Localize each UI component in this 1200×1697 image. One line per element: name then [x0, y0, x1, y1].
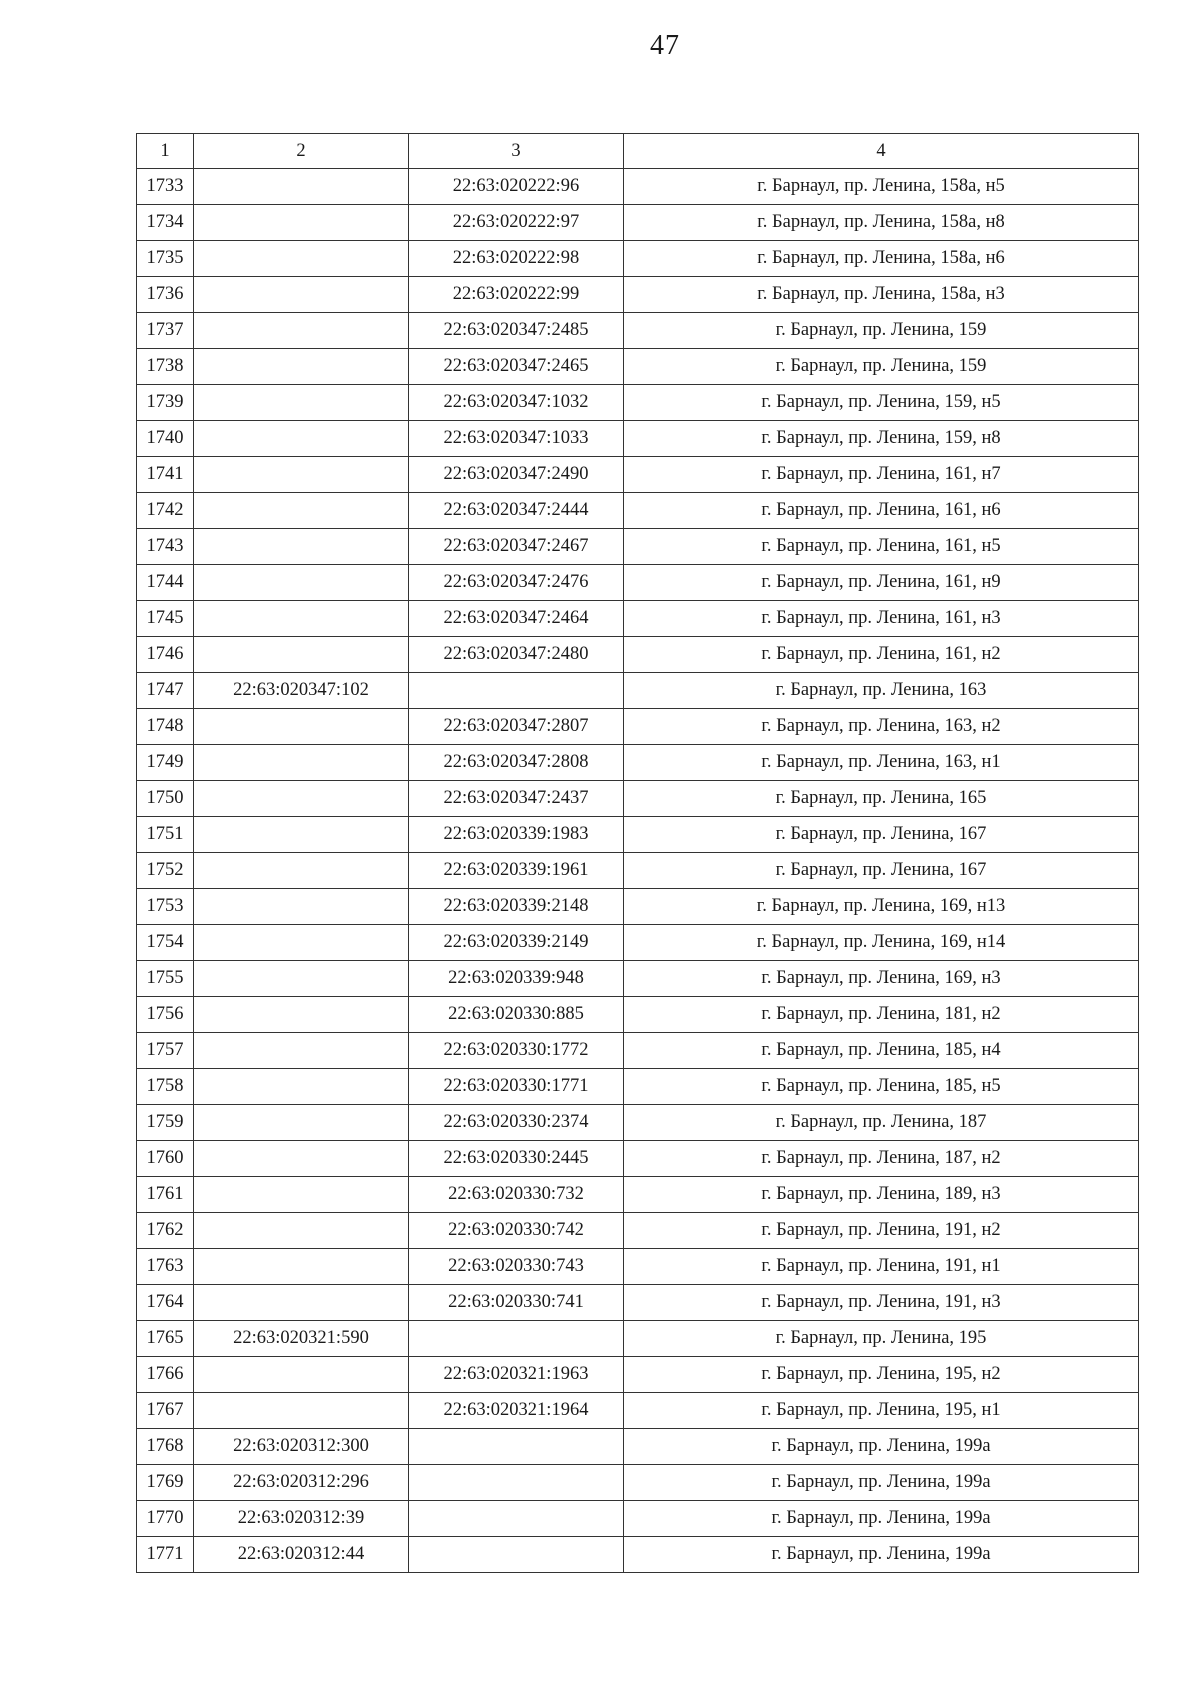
table-header-row [137, 134, 1139, 169]
table-row [137, 997, 1139, 1033]
parcel-cadastral-cell: 22:63:020312:300 [194, 1429, 409, 1465]
registry-table-body [137, 134, 1139, 1573]
parcel-cadastral-cell [194, 457, 409, 493]
address-cell: г. Барнаул, пр. Ленина, 158а, н6 [624, 241, 1139, 277]
object-cadastral-cell [409, 1501, 624, 1537]
table-row [137, 1141, 1139, 1177]
row-number-cell: 1766 [137, 1357, 194, 1393]
table-row [137, 205, 1139, 241]
object-cadastral-cell: 22:63:020347:1032 [409, 385, 624, 421]
parcel-cadastral-cell [194, 1393, 409, 1429]
address-cell: г. Барнаул, пр. Ленина, 159 [624, 313, 1139, 349]
object-cadastral-cell: 22:63:020321:1963 [409, 1357, 624, 1393]
row-number-cell: 1738 [137, 349, 194, 385]
object-cadastral-cell: 22:63:020222:96 [409, 169, 624, 205]
address-cell: г. Барнаул, пр. Ленина, 185, н4 [624, 1033, 1139, 1069]
address-cell: г. Барнаул, пр. Ленина, 195, н1 [624, 1393, 1139, 1429]
address-cell: г. Барнаул, пр. Ленина, 161, н2 [624, 637, 1139, 673]
parcel-cadastral-cell [194, 277, 409, 313]
address-cell: г. Барнаул, пр. Ленина, 167 [624, 817, 1139, 853]
object-cadastral-cell: 22:63:020347:2480 [409, 637, 624, 673]
address-cell: г. Барнаул, пр. Ленина, 191, н2 [624, 1213, 1139, 1249]
address-cell: г. Барнаул, пр. Ленина, 199а [624, 1429, 1139, 1465]
parcel-cadastral-cell [194, 1249, 409, 1285]
table-row [137, 1429, 1139, 1465]
table-row [137, 277, 1139, 313]
table-row [137, 925, 1139, 961]
row-number-cell: 1741 [137, 457, 194, 493]
row-number-cell: 1769 [137, 1465, 194, 1501]
table-row [137, 1465, 1139, 1501]
parcel-cadastral-cell [194, 781, 409, 817]
parcel-cadastral-cell: 22:63:020321:590 [194, 1321, 409, 1357]
address-cell: г. Барнаул, пр. Ленина, 161, н5 [624, 529, 1139, 565]
table-row [137, 313, 1139, 349]
row-number-cell: 1739 [137, 385, 194, 421]
object-cadastral-cell: 22:63:020347:2476 [409, 565, 624, 601]
address-cell: г. Барнаул, пр. Ленина, 169, н3 [624, 961, 1139, 997]
parcel-cadastral-cell [194, 241, 409, 277]
address-cell: г. Барнаул, пр. Ленина, 163, н1 [624, 745, 1139, 781]
address-cell: г. Барнаул, пр. Ленина, 161, н7 [624, 457, 1139, 493]
table-row [137, 421, 1139, 457]
object-cadastral-cell: 22:63:020347:1033 [409, 421, 624, 457]
object-cadastral-cell [409, 1465, 624, 1501]
registry-table [136, 133, 1139, 1573]
row-number-cell: 1764 [137, 1285, 194, 1321]
object-cadastral-cell: 22:63:020330:742 [409, 1213, 624, 1249]
address-cell: г. Барнаул, пр. Ленина, 195, н2 [624, 1357, 1139, 1393]
object-cadastral-cell: 22:63:020222:98 [409, 241, 624, 277]
object-cadastral-cell: 22:63:020339:948 [409, 961, 624, 997]
row-number-cell: 1733 [137, 169, 194, 205]
object-cadastral-cell [409, 1537, 624, 1573]
address-cell: г. Барнаул, пр. Ленина, 191, н1 [624, 1249, 1139, 1285]
address-cell: г. Барнаул, пр. Ленина, 161, н9 [624, 565, 1139, 601]
address-cell: г. Барнаул, пр. Ленина, 191, н3 [624, 1285, 1139, 1321]
table-row [137, 1393, 1139, 1429]
parcel-cadastral-cell [194, 1285, 409, 1321]
object-cadastral-cell: 22:63:020339:1961 [409, 853, 624, 889]
object-cadastral-cell: 22:63:020347:2444 [409, 493, 624, 529]
table-row [137, 817, 1139, 853]
object-cadastral-cell: 22:63:020347:2490 [409, 457, 624, 493]
object-cadastral-cell: 22:63:020347:2437 [409, 781, 624, 817]
table-row [137, 565, 1139, 601]
row-number-cell: 1757 [137, 1033, 194, 1069]
parcel-cadastral-cell: 22:63:020312:44 [194, 1537, 409, 1573]
address-cell: г. Барнаул, пр. Ленина, 199а [624, 1537, 1139, 1573]
column-header: 4 [624, 134, 1139, 169]
column-header: 1 [137, 134, 194, 169]
table-row [137, 1213, 1139, 1249]
row-number-cell: 1756 [137, 997, 194, 1033]
row-number-cell: 1767 [137, 1393, 194, 1429]
column-header: 3 [409, 134, 624, 169]
parcel-cadastral-cell [194, 889, 409, 925]
object-cadastral-cell: 22:63:020347:2467 [409, 529, 624, 565]
object-cadastral-cell: 22:63:020330:2374 [409, 1105, 624, 1141]
table-row [137, 493, 1139, 529]
parcel-cadastral-cell [194, 313, 409, 349]
table-row [137, 1501, 1139, 1537]
address-cell: г. Барнаул, пр. Ленина, 159, н5 [624, 385, 1139, 421]
parcel-cadastral-cell: 22:63:020312:39 [194, 1501, 409, 1537]
object-cadastral-cell: 22:63:020347:2464 [409, 601, 624, 637]
address-cell: г. Барнаул, пр. Ленина, 195 [624, 1321, 1139, 1357]
table-row [137, 1357, 1139, 1393]
object-cadastral-cell: 22:63:020339:1983 [409, 817, 624, 853]
address-cell: г. Барнаул, пр. Ленина, 158а, н8 [624, 205, 1139, 241]
object-cadastral-cell: 22:63:020330:743 [409, 1249, 624, 1285]
parcel-cadastral-cell [194, 709, 409, 745]
table-row [137, 853, 1139, 889]
address-cell: г. Барнаул, пр. Ленина, 169, н13 [624, 889, 1139, 925]
table-row [137, 457, 1139, 493]
parcel-cadastral-cell [194, 1213, 409, 1249]
row-number-cell: 1759 [137, 1105, 194, 1141]
row-number-cell: 1754 [137, 925, 194, 961]
row-number-cell: 1745 [137, 601, 194, 637]
parcel-cadastral-cell [194, 817, 409, 853]
row-number-cell: 1737 [137, 313, 194, 349]
object-cadastral-cell: 22:63:020330:1771 [409, 1069, 624, 1105]
parcel-cadastral-cell: 22:63:020347:102 [194, 673, 409, 709]
parcel-cadastral-cell [194, 385, 409, 421]
object-cadastral-cell [409, 1429, 624, 1465]
row-number-cell: 1749 [137, 745, 194, 781]
address-cell: г. Барнаул, пр. Ленина, 158а, н5 [624, 169, 1139, 205]
parcel-cadastral-cell [194, 601, 409, 637]
column-header: 2 [194, 134, 409, 169]
parcel-cadastral-cell [194, 1177, 409, 1213]
address-cell: г. Барнаул, пр. Ленина, 161, н3 [624, 601, 1139, 637]
table-row [137, 385, 1139, 421]
object-cadastral-cell: 22:63:020347:2485 [409, 313, 624, 349]
table-row [137, 601, 1139, 637]
table-row [137, 709, 1139, 745]
address-cell: г. Барнаул, пр. Ленина, 187, н2 [624, 1141, 1139, 1177]
address-cell: г. Барнаул, пр. Ленина, 163, н2 [624, 709, 1139, 745]
row-number-cell: 1734 [137, 205, 194, 241]
object-cadastral-cell: 22:63:020339:2149 [409, 925, 624, 961]
object-cadastral-cell: 22:63:020347:2807 [409, 709, 624, 745]
row-number-cell: 1755 [137, 961, 194, 997]
parcel-cadastral-cell [194, 961, 409, 997]
parcel-cadastral-cell [194, 529, 409, 565]
row-number-cell: 1747 [137, 673, 194, 709]
address-cell: г. Барнаул, пр. Ленина, 158а, н3 [624, 277, 1139, 313]
address-cell: г. Барнаул, пр. Ленина, 169, н14 [624, 925, 1139, 961]
row-number-cell: 1735 [137, 241, 194, 277]
parcel-cadastral-cell [194, 745, 409, 781]
parcel-cadastral-cell [194, 349, 409, 385]
table-row [137, 1285, 1139, 1321]
row-number-cell: 1736 [137, 277, 194, 313]
parcel-cadastral-cell [194, 637, 409, 673]
row-number-cell: 1751 [137, 817, 194, 853]
row-number-cell: 1761 [137, 1177, 194, 1213]
parcel-cadastral-cell [194, 565, 409, 601]
parcel-cadastral-cell [194, 997, 409, 1033]
table-row [137, 1105, 1139, 1141]
address-cell: г. Барнаул, пр. Ленина, 159 [624, 349, 1139, 385]
object-cadastral-cell: 22:63:020222:97 [409, 205, 624, 241]
object-cadastral-cell: 22:63:020222:99 [409, 277, 624, 313]
address-cell: г. Барнаул, пр. Ленина, 181, н2 [624, 997, 1139, 1033]
parcel-cadastral-cell [194, 205, 409, 241]
object-cadastral-cell: 22:63:020330:732 [409, 1177, 624, 1213]
parcel-cadastral-cell [194, 1069, 409, 1105]
object-cadastral-cell: 22:63:020330:741 [409, 1285, 624, 1321]
parcel-cadastral-cell [194, 925, 409, 961]
parcel-cadastral-cell [194, 1141, 409, 1177]
table-row [137, 349, 1139, 385]
address-cell: г. Барнаул, пр. Ленина, 159, н8 [624, 421, 1139, 457]
row-number-cell: 1748 [137, 709, 194, 745]
row-number-cell: 1771 [137, 1537, 194, 1573]
table-row [137, 781, 1139, 817]
row-number-cell: 1760 [137, 1141, 194, 1177]
object-cadastral-cell: 22:63:020330:885 [409, 997, 624, 1033]
table-row [137, 1537, 1139, 1573]
parcel-cadastral-cell [194, 1033, 409, 1069]
parcel-cadastral-cell: 22:63:020312:296 [194, 1465, 409, 1501]
row-number-cell: 1758 [137, 1069, 194, 1105]
parcel-cadastral-cell [194, 1105, 409, 1141]
row-number-cell: 1740 [137, 421, 194, 457]
address-cell: г. Барнаул, пр. Ленина, 161, н6 [624, 493, 1139, 529]
row-number-cell: 1746 [137, 637, 194, 673]
table-row [137, 961, 1139, 997]
row-number-cell: 1770 [137, 1501, 194, 1537]
object-cadastral-cell: 22:63:020347:2808 [409, 745, 624, 781]
parcel-cadastral-cell [194, 169, 409, 205]
table-row [137, 169, 1139, 205]
parcel-cadastral-cell [194, 853, 409, 889]
table-row [137, 1177, 1139, 1213]
table-row [137, 1321, 1139, 1357]
table-row [137, 1249, 1139, 1285]
address-cell: г. Барнаул, пр. Ленина, 199а [624, 1465, 1139, 1501]
row-number-cell: 1752 [137, 853, 194, 889]
address-cell: г. Барнаул, пр. Ленина, 199а [624, 1501, 1139, 1537]
page-number: 47 [650, 30, 680, 61]
row-number-cell: 1750 [137, 781, 194, 817]
row-number-cell: 1742 [137, 493, 194, 529]
table-row [137, 241, 1139, 277]
table-row [137, 745, 1139, 781]
address-cell: г. Барнаул, пр. Ленина, 163 [624, 673, 1139, 709]
parcel-cadastral-cell [194, 1357, 409, 1393]
table-row [137, 1033, 1139, 1069]
object-cadastral-cell: 22:63:020347:2465 [409, 349, 624, 385]
row-number-cell: 1763 [137, 1249, 194, 1285]
address-cell: г. Барнаул, пр. Ленина, 189, н3 [624, 1177, 1139, 1213]
object-cadastral-cell [409, 1321, 624, 1357]
parcel-cadastral-cell [194, 421, 409, 457]
row-number-cell: 1768 [137, 1429, 194, 1465]
object-cadastral-cell [409, 673, 624, 709]
object-cadastral-cell: 22:63:020330:1772 [409, 1033, 624, 1069]
table-row [137, 889, 1139, 925]
parcel-cadastral-cell [194, 493, 409, 529]
row-number-cell: 1753 [137, 889, 194, 925]
object-cadastral-cell: 22:63:020339:2148 [409, 889, 624, 925]
address-cell: г. Барнаул, пр. Ленина, 185, н5 [624, 1069, 1139, 1105]
table-row [137, 1069, 1139, 1105]
table-row [137, 673, 1139, 709]
address-cell: г. Барнаул, пр. Ленина, 165 [624, 781, 1139, 817]
object-cadastral-cell: 22:63:020330:2445 [409, 1141, 624, 1177]
address-cell: г. Барнаул, пр. Ленина, 167 [624, 853, 1139, 889]
table-row [137, 529, 1139, 565]
table-row [137, 637, 1139, 673]
row-number-cell: 1762 [137, 1213, 194, 1249]
address-cell: г. Барнаул, пр. Ленина, 187 [624, 1105, 1139, 1141]
object-cadastral-cell: 22:63:020321:1964 [409, 1393, 624, 1429]
row-number-cell: 1765 [137, 1321, 194, 1357]
row-number-cell: 1743 [137, 529, 194, 565]
row-number-cell: 1744 [137, 565, 194, 601]
